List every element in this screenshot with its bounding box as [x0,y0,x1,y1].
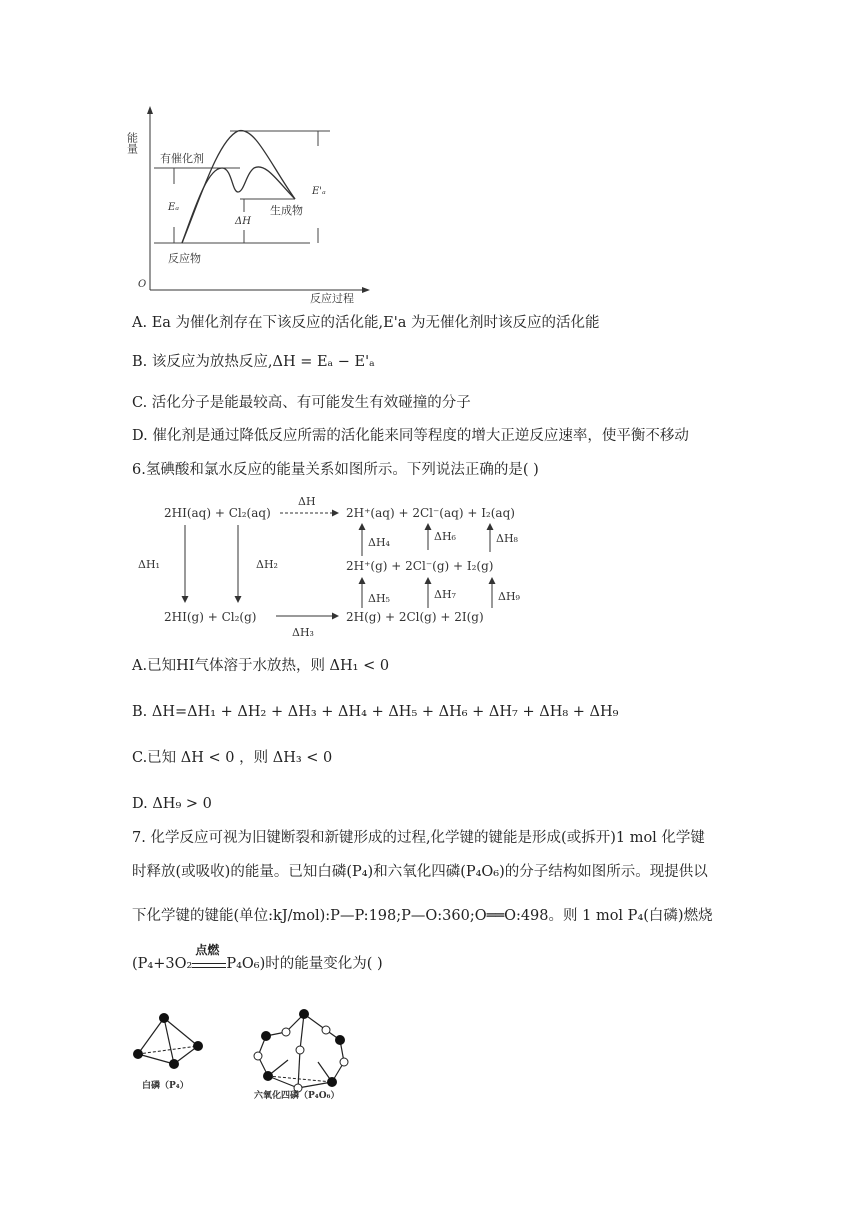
white-phosphorus-structure [133,1013,203,1069]
top-right-species: 2H⁺(aq) + 2Cl⁻(aq) + I₂(aq) [346,506,515,520]
white-phosphorus-label: 白磷（P₄） [142,1081,189,1091]
dh1-label: ΔH₁ [138,558,160,571]
q5-option-c: C. 活化分子是能最较高、有可能发生有效碰撞的分子 [132,395,471,411]
mid-right-species: 2H⁺(g) + 2Cl⁻(g) + I₂(g) [346,559,494,573]
p4o6-structure [254,1009,348,1092]
q6-stem: 6.氢碘酸和氯水反应的能量关系如图所示。下列说法正确的是( ) [132,462,539,478]
dh-label: ΔH [298,495,316,508]
bottom-right-species: 2H(g) + 2Cl(g) + 2I(g) [346,610,484,624]
y-axis-label: 能量 [125,132,139,154]
q6-option-b: B. ΔH=ΔH₁ + ΔH₂ + ΔH₃ + ΔH₄ + ΔH₅ + ΔH₆ + ΔH₇ + ΔH₈ + ΔH₉ [132,704,619,720]
q7-line-1: 7. 化学反应可视为旧键断裂和新键形成的过程,化学键的键能是形成(或拆开)1 mol 化学键 [132,830,705,846]
dh8-label: ΔH₈ [496,532,518,545]
q7-line-2: 时释放(或吸收)的能量。已知白磷(P₄)和六氧化四磷(P₄O₆)的分子结构如图所示。现提供以 [132,864,708,880]
energy-profile-diagram [125,104,370,305]
equals-sign-bars [192,963,226,968]
product-label: 生成物 [270,204,303,217]
bottom-left-species: 2HI(g) + Cl₂(g) [164,610,257,624]
dh5-label: ΔH₅ [368,592,390,605]
q5-option-d: D. 催化剂是通过降低反应所需的活化能来同等程度的增大正逆反应速率，使平衡不移动 [132,428,689,444]
top-left-species: 2HI(aq) + Cl₂(aq) [164,506,271,520]
dh9-label: ΔH₉ [498,590,520,603]
dh4-label: ΔH₄ [368,536,390,549]
dh7-label: ΔH₇ [434,588,456,601]
ea-prime-label: E'ₐ [312,186,326,197]
q7-line-4 [132,943,383,974]
q6-option-a: A.已知HI气体溶于水放热，则 ΔH₁ < 0 [132,658,390,674]
q5-option-a: A. Ea 为催化剂存在下该反应的活化能,E'a 为无催化剂时该反应的活化能 [132,315,600,331]
reactant-label: 反应物 [168,252,201,265]
catalyst-label: 有催化剂 [160,152,204,165]
molecule-structures [128,1010,368,1100]
x-axis-label: 反应过程 [310,292,354,305]
dh2-label: ΔH₂ [256,558,278,571]
q7-equation-right: P₄O₆)时的能量变化为( ) [226,956,383,972]
hess-cycle-diagram [130,490,530,645]
q6-option-c: C.已知 ΔH < 0 ，则 ΔH₃ < 0 [132,750,333,766]
p4o6-label: 六氧化四磷（P₄O₆） [254,1091,340,1101]
q7-equation-left: (P₄+3O₂ [132,956,193,972]
q7-line-3: 下化学键的键能(单位:kJ/mol):P—P:198;P—O:360;O══O:498。则 1 mol P₄(白磷)燃烧 [132,908,713,924]
reaction-condition: 点燃 [195,943,220,957]
dh6-label: ΔH₆ [434,530,456,543]
dh-label: ΔH [235,216,251,227]
reaction-arrow [192,943,226,974]
q6-option-d: D. ΔH₉ > 0 [132,796,212,812]
q5-option-b: B. 该反应为放热反应,ΔH = Eₐ − E'ₐ [132,354,375,370]
dh3-label: ΔH₃ [292,626,314,639]
origin-label: O [138,279,147,290]
ea-label: Eₐ [168,202,180,213]
